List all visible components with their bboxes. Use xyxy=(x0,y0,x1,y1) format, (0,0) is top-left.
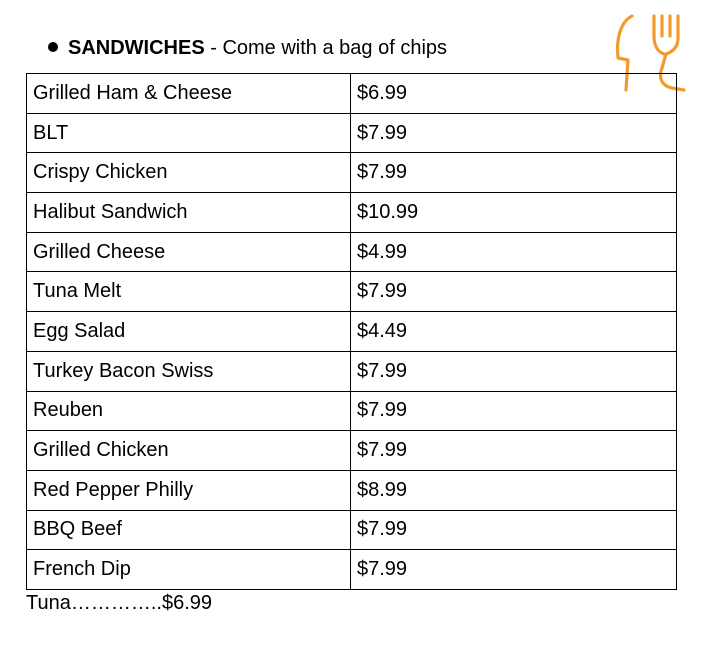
table-row xyxy=(27,272,677,312)
item-name-cell: Turkey Bacon Swiss xyxy=(27,351,351,391)
table-row xyxy=(27,351,677,391)
item-price-cell: $7.99 xyxy=(351,113,677,153)
table-row xyxy=(27,232,677,272)
table-row xyxy=(27,550,677,590)
sandwich-menu-table xyxy=(26,73,677,590)
item-price-cell: $7.99 xyxy=(351,510,677,550)
item-name-cell: Crispy Chicken xyxy=(27,153,351,193)
item-price-cell: $6.99 xyxy=(351,74,677,114)
table-row xyxy=(27,431,677,471)
section-title: SANDWICHES xyxy=(68,37,205,59)
item-price-cell: $7.99 xyxy=(351,431,677,471)
item-name-cell: Grilled Cheese xyxy=(27,232,351,272)
fork-base-shape xyxy=(654,36,664,54)
item-name-cell: Tuna Melt xyxy=(27,272,351,312)
item-name-cell: Red Pepper Philly xyxy=(27,470,351,510)
item-price-cell: $10.99 xyxy=(351,193,677,233)
table-row xyxy=(27,74,677,114)
table-row xyxy=(27,391,677,431)
item-price-cell: $8.99 xyxy=(351,470,677,510)
item-name-cell: BBQ Beef xyxy=(27,510,351,550)
item-price-cell: $7.99 xyxy=(351,272,677,312)
item-name-cell: Reuben xyxy=(27,391,351,431)
table-row xyxy=(27,470,677,510)
section-heading xyxy=(48,35,447,61)
item-name-cell: Grilled Ham & Cheese xyxy=(27,74,351,114)
section-subtitle: - Come with a bag of chips xyxy=(204,37,448,59)
item-name-cell: Grilled Chicken xyxy=(27,431,351,471)
table-row xyxy=(27,312,677,352)
item-price-cell: $4.49 xyxy=(351,312,677,352)
table-row xyxy=(27,113,677,153)
item-price-cell: $7.99 xyxy=(351,391,677,431)
item-name-cell: Egg Salad xyxy=(27,312,351,352)
tuna-price-line: Tuna…………..$6.99 xyxy=(26,592,213,614)
table-row xyxy=(27,510,677,550)
item-name-cell: French Dip xyxy=(27,550,351,590)
item-name-cell: BLT xyxy=(27,113,351,153)
table-row xyxy=(27,153,677,193)
item-name-cell: Halibut Sandwich xyxy=(27,193,351,233)
item-price-cell: $7.99 xyxy=(351,550,677,590)
item-price-cell: $7.99 xyxy=(351,351,677,391)
item-price-cell: $7.99 xyxy=(351,153,677,193)
bullet-icon xyxy=(48,42,58,52)
table-row xyxy=(27,193,677,233)
item-price-cell: $4.99 xyxy=(351,232,677,272)
